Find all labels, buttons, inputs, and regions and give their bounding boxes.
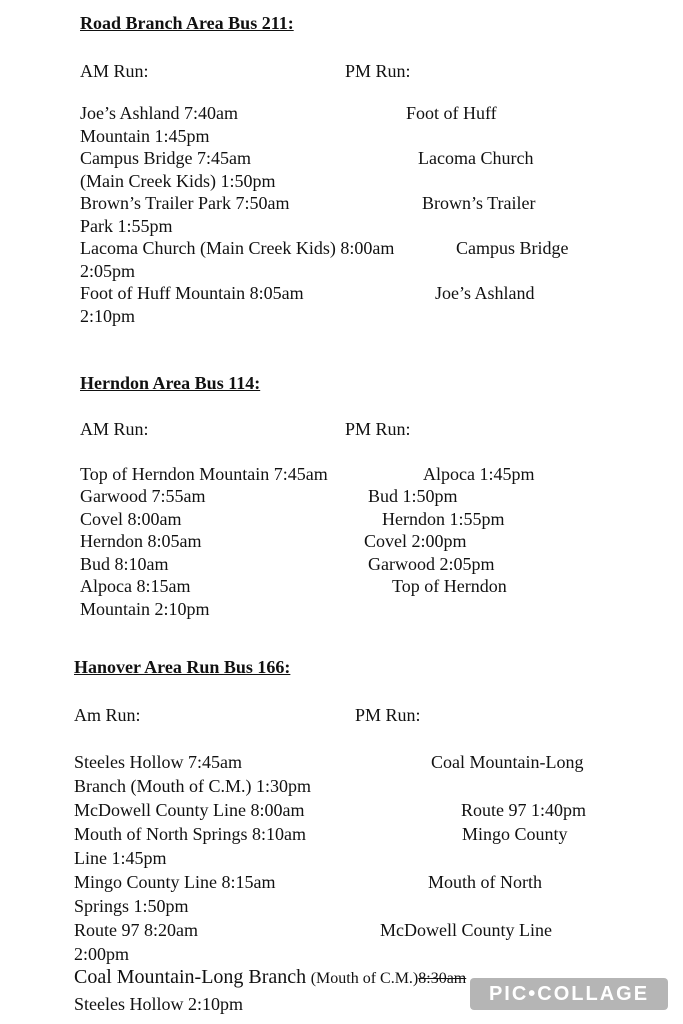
am-line: Steeles Hollow 2:10pm [74,994,243,1014]
section-title: Herndon Area Bus 114: [80,373,261,393]
pm-line: Bud 1:50pm [368,486,458,506]
pm-line: Mingo County [462,824,568,844]
am-line: 2:10pm [80,306,136,326]
pm-line: Top of Herndon [392,576,507,596]
pm-line: Garwood 2:05pm [368,554,495,574]
pm-line: McDowell County Line [380,920,552,940]
am-line: 2:05pm [80,261,136,281]
am-line: Foot of Huff Mountain 8:05am [80,283,304,303]
am-line-small: (Mouth of C.M.) [310,970,419,987]
pm-line: Alpoca 1:45pm [423,464,535,484]
am-line-time: 8:30am [418,970,467,987]
am-run-label: AM Run: [80,61,149,81]
am-line: Springs 1:50pm [74,896,189,916]
am-run-label: Am Run: [74,705,141,725]
pm-line: Mouth of North [428,872,542,892]
am-line: Campus Bridge 7:45am [80,148,251,168]
pm-line: Coal Mountain-Long [431,752,584,772]
am-line: Mountain 2:10pm [80,599,210,619]
am-line-big: Coal Mountain-Long Branch [74,966,307,988]
am-line: Park 1:55pm [80,216,173,236]
pm-line: Foot of Huff [406,103,497,123]
pm-run-label: PM Run: [345,61,411,81]
pm-line: Joe’s Ashland [435,283,535,303]
pm-line: Route 97 1:40pm [461,800,586,820]
am-line: Mouth of North Springs 8:10am [74,824,306,844]
section-title: Hanover Area Run Bus 166: [74,657,291,677]
am-line: Joe’s Ashland 7:40am [80,103,238,123]
section-title: Road Branch Area Bus 211: [80,13,294,33]
am-line-mixed [74,966,466,990]
am-line: Garwood 7:55am [80,486,206,506]
am-line: Steeles Hollow 7:45am [74,752,242,772]
pm-line: Lacoma Church [418,148,534,168]
am-line: Alpoca 8:15am [80,576,191,596]
am-line: (Main Creek Kids) 1:50pm [80,171,276,191]
pic-collage-watermark: PIC•COLLAGE [470,978,668,1010]
am-line: 2:00pm [74,944,130,964]
am-line: Branch (Mouth of C.M.) 1:30pm [74,776,311,796]
am-line: Line 1:45pm [74,848,167,868]
pm-line: Campus Bridge [456,238,569,258]
am-line: Brown’s Trailer Park 7:50am [80,193,290,213]
am-line: McDowell County Line 8:00am [74,800,305,820]
am-line: Mountain 1:45pm [80,126,210,146]
am-run-label: AM Run: [80,419,149,439]
pm-run-label: PM Run: [355,705,421,725]
pm-line: Brown’s Trailer [422,193,536,213]
am-line: Bud 8:10am [80,554,169,574]
am-line: Herndon 8:05am [80,531,202,551]
pm-line: Herndon 1:55pm [382,509,505,529]
am-line: Mingo County Line 8:15am [74,872,276,892]
pm-run-label: PM Run: [345,419,411,439]
am-line: Covel 8:00am [80,509,182,529]
am-line: Lacoma Church (Main Creek Kids) 8:00am [80,238,395,258]
am-line: Top of Herndon Mountain 7:45am [80,464,328,484]
pm-line: Covel 2:00pm [364,531,467,551]
am-line: Route 97 8:20am [74,920,198,940]
